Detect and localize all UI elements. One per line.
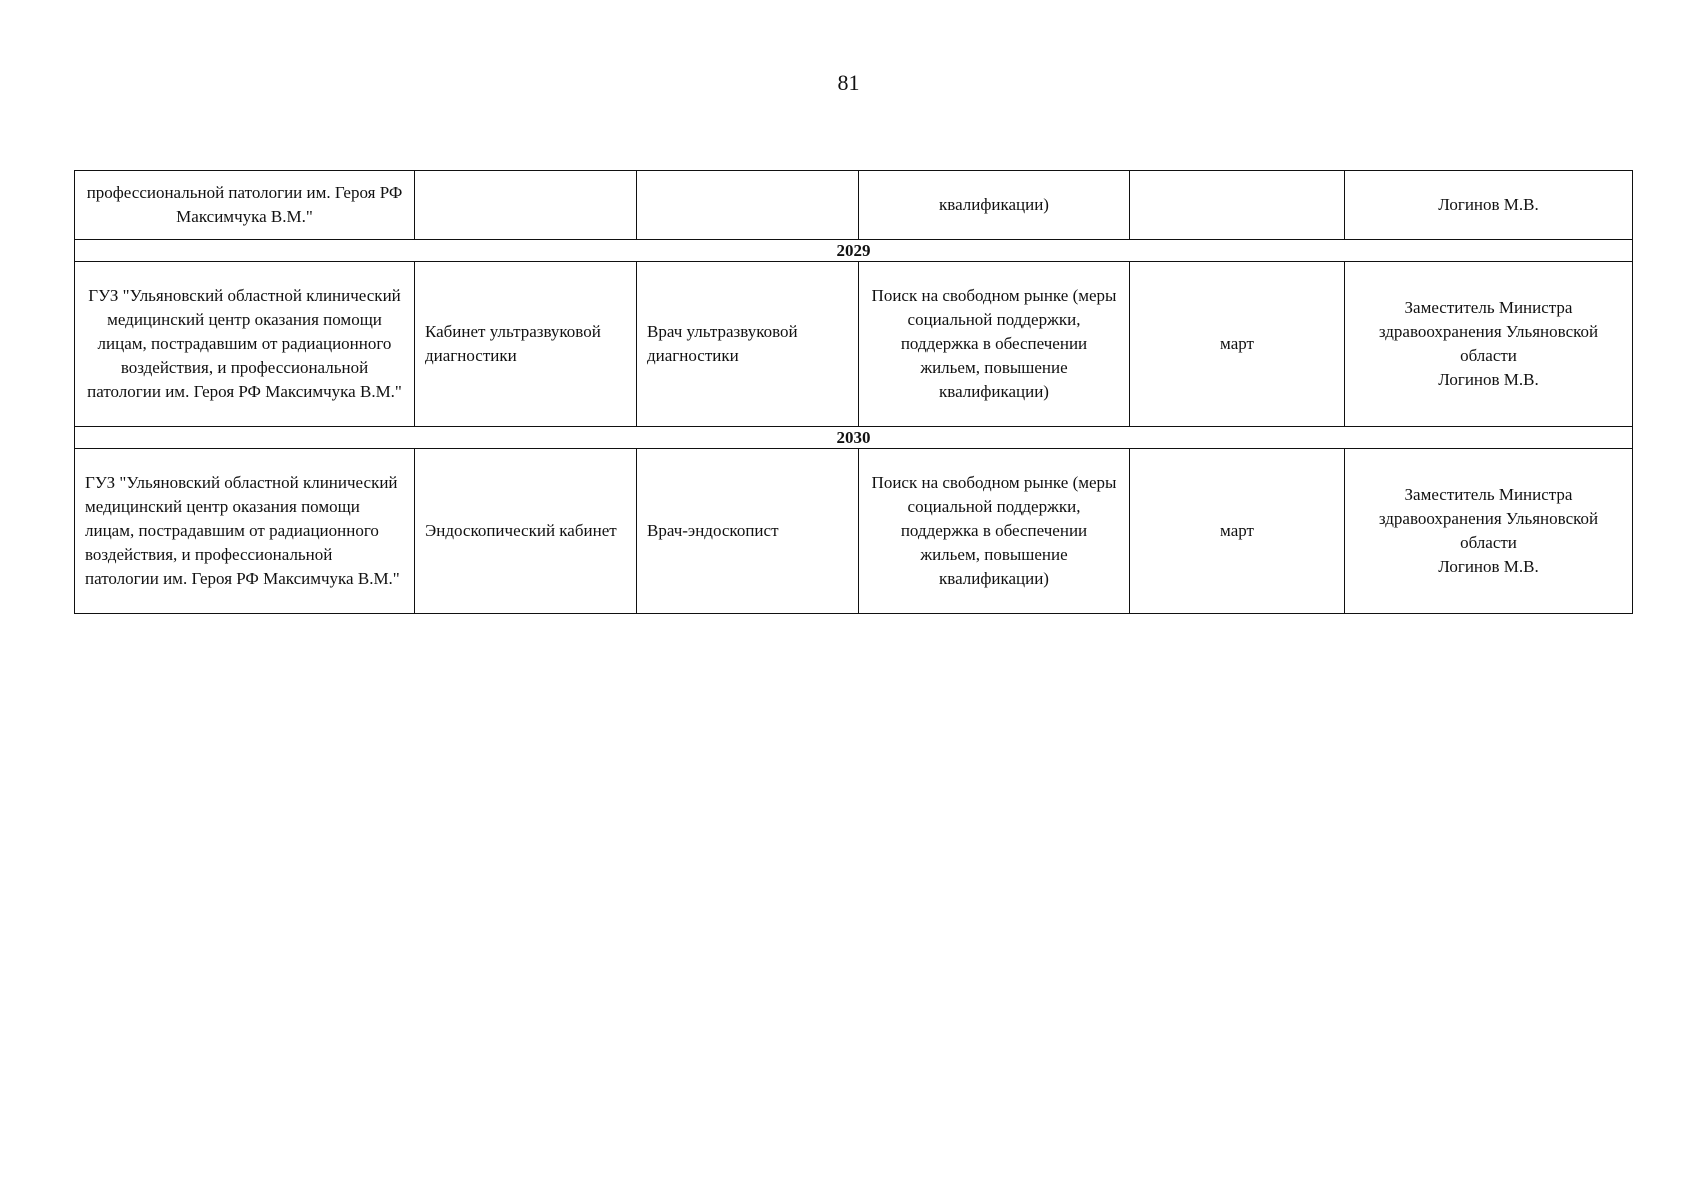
cell-position: [637, 171, 859, 240]
cell-term: [1130, 171, 1345, 240]
staffing-measures-table: [74, 170, 1633, 614]
year-row-2029: [75, 240, 1633, 262]
table-row-continuation: [75, 171, 1633, 240]
cell-measures: Поиск на свободном рынке (меры социальной поддержки, поддержка в обеспечении жильем, повышение квалификации): [859, 262, 1130, 427]
cell-term: март: [1130, 449, 1345, 614]
year-row-2030: [75, 427, 1633, 449]
cell-responsible: [1345, 449, 1633, 614]
cell-responsible: [1345, 262, 1633, 427]
page-number: 81: [837, 70, 860, 95]
table-row: [75, 449, 1633, 614]
cell-division: Кабинет ультразвуковой диагностики: [415, 262, 637, 427]
year-heading: 2030: [75, 427, 1633, 449]
cell-division: Эндоскопический кабинет: [415, 449, 637, 614]
cell-organization: ГУЗ "Ульяновский областной клинический медицинский центр оказания помощи лицам, пострадавшим от радиационного воздействия, и профессиональной патологии им. Героя РФ Максимчука В.М.": [75, 449, 415, 614]
responsible-name: Логинов М.В.: [1438, 557, 1539, 576]
cell-term: март: [1130, 262, 1345, 427]
cell-organization: профессиональной патологии им. Героя РФ Максимчука В.М.": [75, 171, 415, 240]
year-heading: 2029: [75, 240, 1633, 262]
cell-position: Врач-эндоскопист: [637, 449, 859, 614]
table-row: [75, 262, 1633, 427]
cell-measures: квалификации): [859, 171, 1130, 240]
cell-organization: ГУЗ "Ульяновский областной клинический медицинский центр оказания помощи лицам, пострадавшим от радиационного воздействия, и профессиональной патологии им. Героя РФ Максимчука В.М.": [75, 262, 415, 427]
cell-position: Врач ультразвуковой диагностики: [637, 262, 859, 427]
responsible-title: Заместитель Министра здравоохранения Ульяновской области: [1378, 485, 1599, 552]
cell-measures: Поиск на свободном рынке (меры социальной поддержки, поддержка в обеспечении жильем, повышение квалификации): [859, 449, 1130, 614]
responsible-title: Заместитель Министра здравоохранения Ульяновской области: [1378, 298, 1599, 365]
cell-responsible: Логинов М.В.: [1345, 171, 1633, 240]
responsible-name: Логинов М.В.: [1438, 370, 1539, 389]
cell-division: [415, 171, 637, 240]
